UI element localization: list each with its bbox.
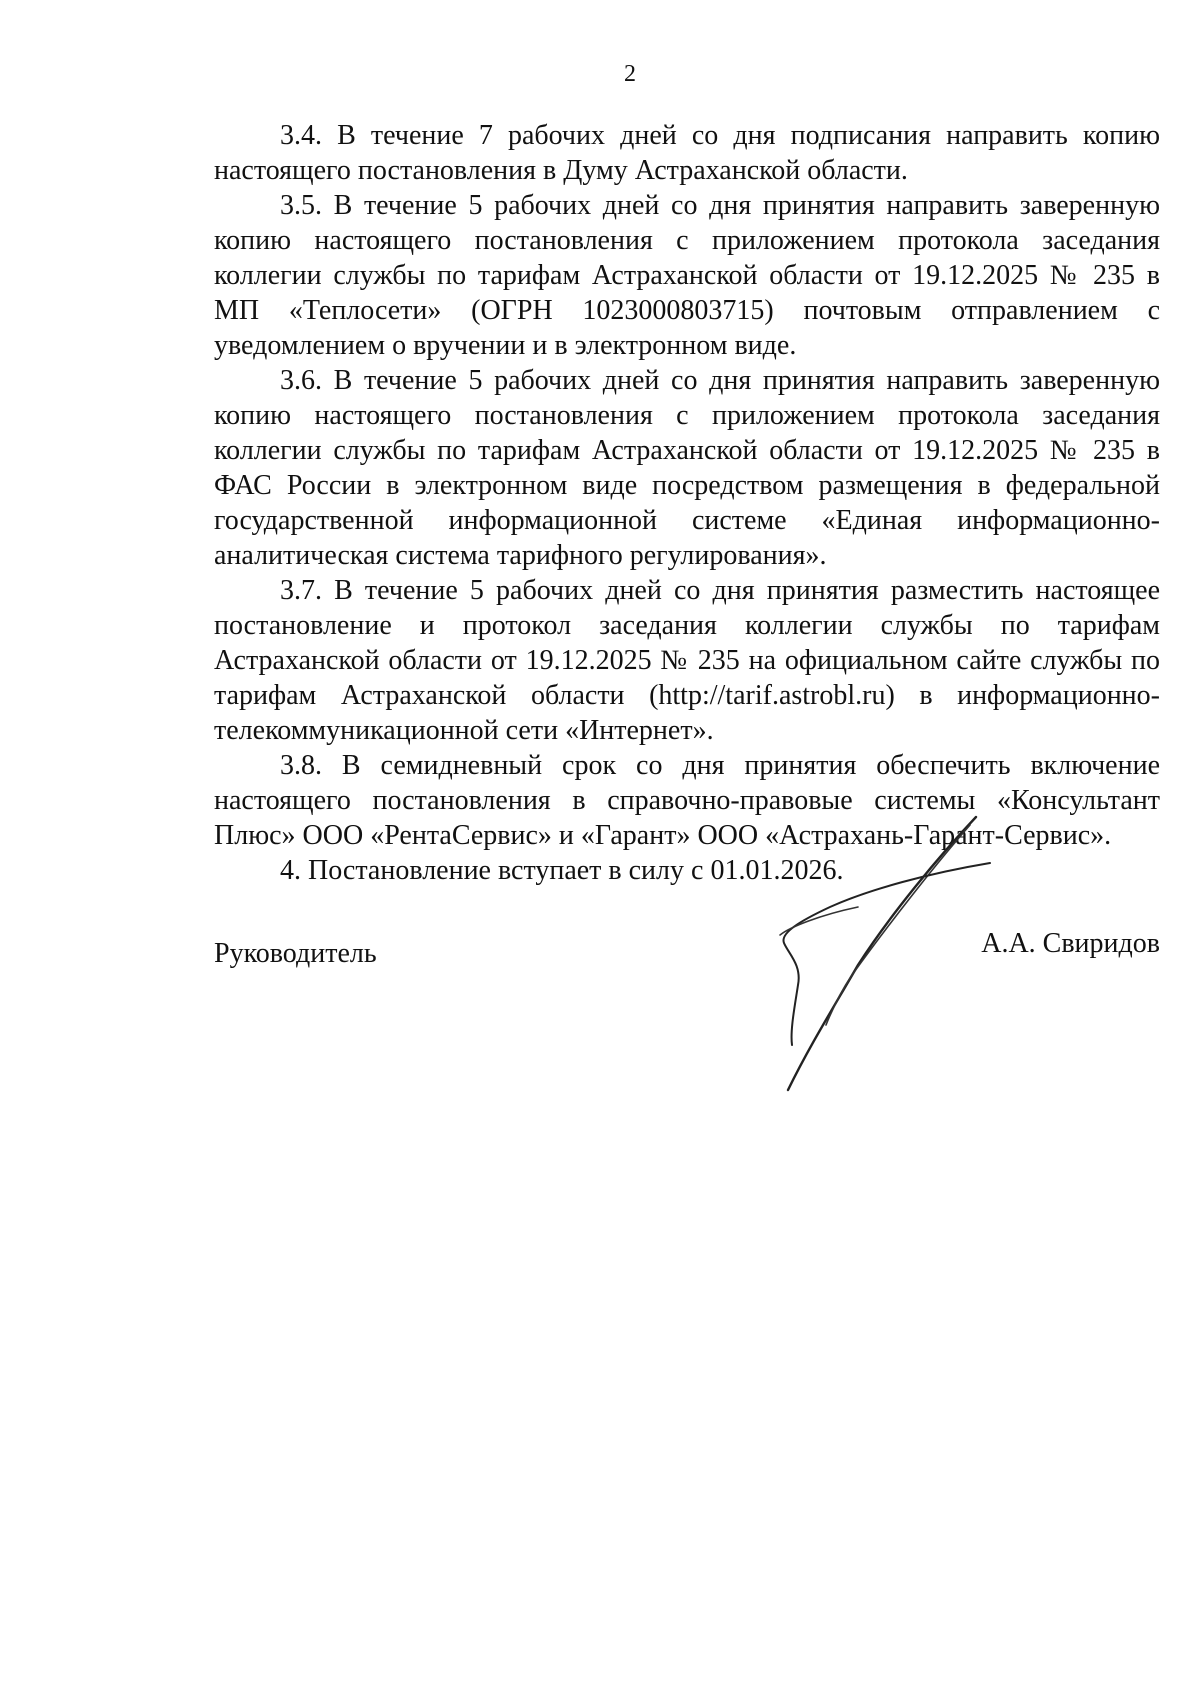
document-body: [214, 118, 1160, 888]
paragraph-3-6: 3.6. В течение 5 рабочих дней со дня принятия направить заверенную копию настоящего постановления с приложением протокола заседания коллегии службы по тарифам Астраханской области от 19.12.2025 № 235 в ФАС России в электронном виде посредством размещения в федеральной государственной информационной системе «Единая информационно-аналитическая система тарифного регулирования».: [214, 365, 1160, 571]
paragraph-4: 4. Постановление вступает в силу с 01.01.2026.: [280, 855, 844, 886]
paragraph-3-5: 3.5. В течение 5 рабочих дней со дня принятия направить заверенную копию настоящего постановления с приложением протокола заседания коллегии службы по тарифам Астраханской области от 19.12.2025 № 235 в МП «Теплосети» (ОГРН 1023000803715) почтовым отправлением с уведомлением о вручении и в электронном виде.: [214, 190, 1160, 361]
signatory-title: Руководитель: [214, 938, 377, 969]
page-number: 2: [624, 61, 636, 87]
handwritten-signature-icon: [740, 815, 1000, 1095]
paragraph-3-4: 3.4. В течение 7 рабочих дней со дня подписания направить копию настоящего постановления в Думу Астраханской области.: [214, 120, 1160, 186]
paragraph-3-8: 3.8. В семидневный срок со дня принятия обеспечить включение настоящего постановления в справочно-правовые системы «Консультант Плюс» ООО «РентаСервис» и «Гарант» ООО «Астрахань-Гарант-Сервис».: [214, 750, 1160, 851]
paragraph-3-7: 3.7. В течение 5 рабочих дней со дня принятия разместить настоящее постановление и протокол заседания коллегии службы по тарифам Астраханской области от 19.12.2025 № 235 на официальном сайте службы по тарифам Астраханской области (http://tarif.astrobl.ru) в информационно-телекоммуникационной сети «Интернет».: [214, 575, 1160, 746]
signatory-name: А.А. Свиридов: [981, 928, 1160, 959]
